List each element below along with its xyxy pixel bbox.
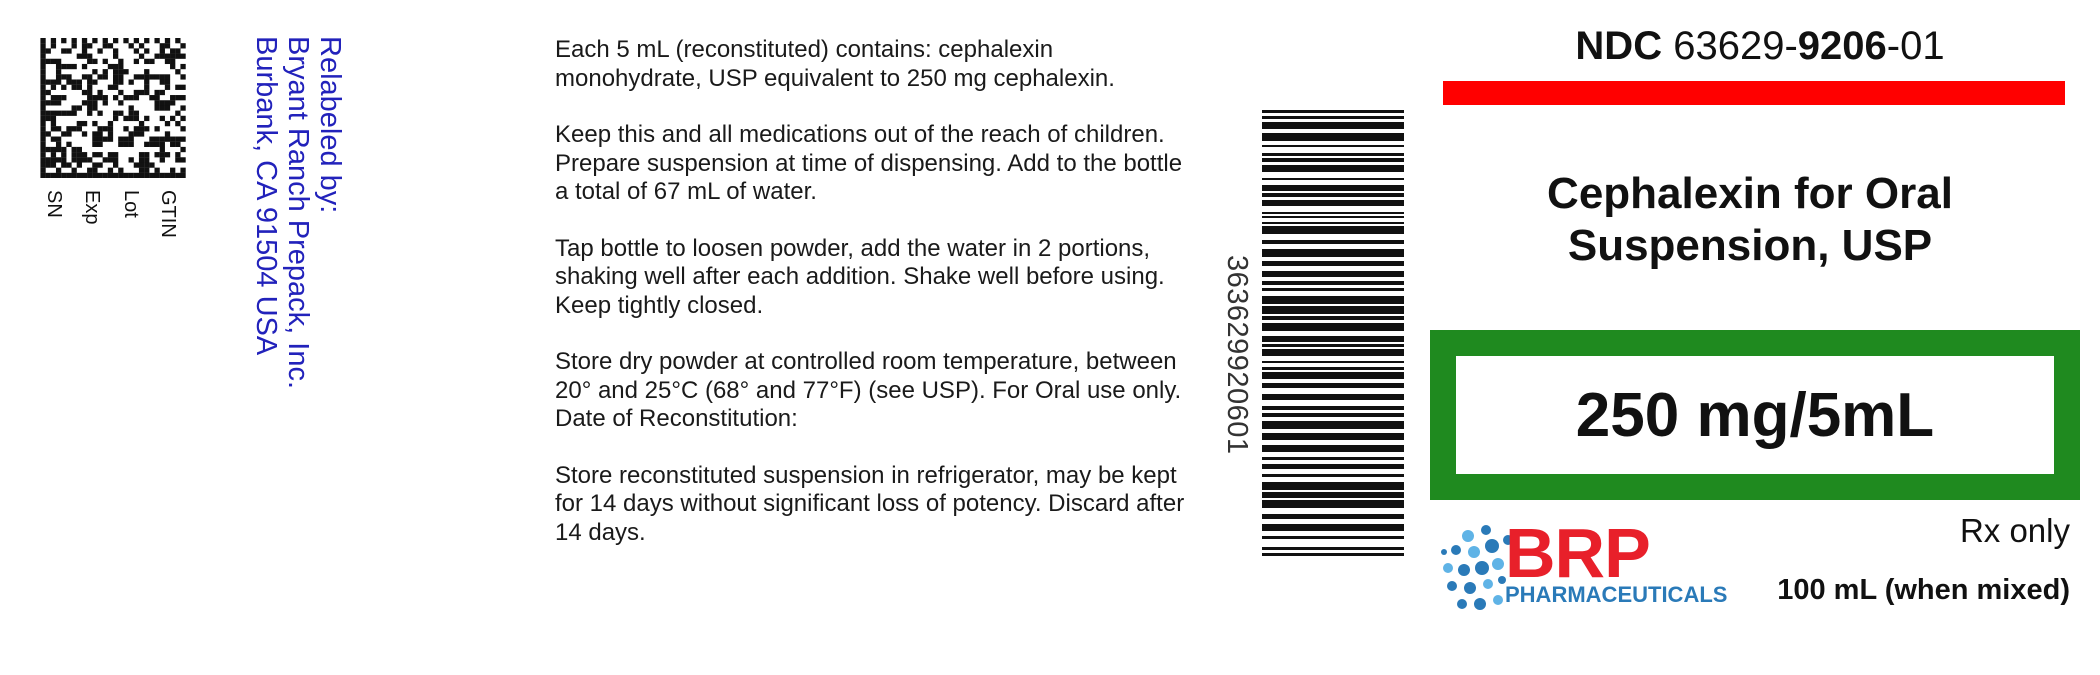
ndc-prefix: NDC [1575,24,1663,68]
strength-value: 250 mg/5mL [1456,356,2054,474]
rx-only: Rx only [1959,512,2070,549]
strength-box [1430,330,2080,500]
ndc-labeler: 63629- [1673,24,1798,68]
info-paragraph: Store reconstituted suspension in refrigerator, may be kept for 14 days without significant loss of potency. Discard after 14 days. [555,461,1185,546]
relabeled-by-line1: Relabeled by: [314,36,346,214]
relabeled-by-line3: Burbank, CA 91504 USA [250,36,282,356]
sn-label: SN [43,190,65,218]
ndc-code [1440,24,2080,69]
info-paragraph: Keep this and all medications out of the reach of children. Prepare suspension at time of dispensing. Add to the bottle a total of 67 mL of water. [555,121,1183,205]
data-matrix-barcode [40,38,186,178]
brand-name: BRP [1505,514,1650,592]
label-instructions [555,36,1195,575]
info-paragraph: Tap bottle to loosen powder, add the water in 2 portions, shaking well after each addition. Shake well before using. Keep tightly closed. [555,234,1165,319]
lot-label: Lot [120,190,142,218]
brand-subtitle: PHARMACEUTICALS [1505,582,1728,607]
relabeled-by-line2: Bryant Ranch Prepack, Inc. [282,36,314,389]
info-paragraph: Store dry powder at controlled room temperature, between 20° and 25°C (68° and 77°F) (see USP). For Oral use only. Date of Reconstitution: [555,348,1182,432]
gtin-label: GTIN [157,190,179,238]
package-volume: 100 mL (when mixed) [1777,574,2070,606]
red-color-bar [1443,81,2065,105]
ndc-package: -01 [1886,24,1945,68]
product-name-line2: Suspension, USP [1567,221,1933,270]
exp-label: Exp [81,190,103,225]
product-name [1430,168,2070,272]
info-paragraph: Each 5 mL (reconstituted) contains: cephalexin monohydrate, USP equivalent to 250 mg cephalexin. [555,36,1115,92]
barcode-number: 363629920601 [1221,255,1253,455]
product-name-line1: Cephalexin for Oral [1547,169,1953,218]
linear-barcode [1262,110,1404,556]
ndc-product: 9206 [1797,24,1887,68]
